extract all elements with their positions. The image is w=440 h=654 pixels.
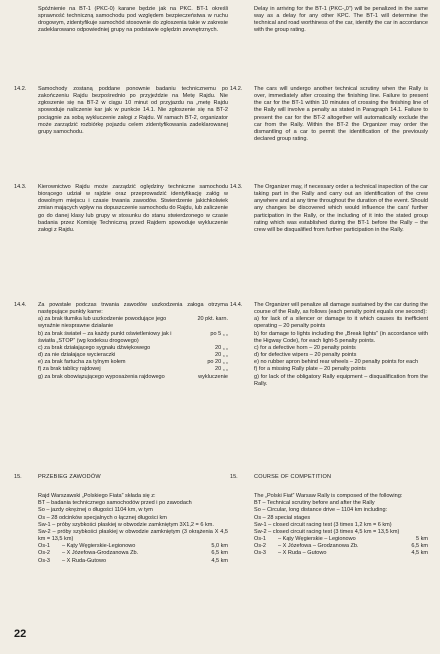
section-number: 14.4. (230, 302, 243, 308)
list-item: So – Circular, long distance drive – 1104 km including: (254, 507, 388, 514)
stage-row: Os-1 – Kąty Węgierskie – Legionowo 5 km (254, 536, 428, 543)
stage-list (254, 536, 428, 557)
section-number: 14.2. (14, 86, 27, 92)
section-heading: COURSE OF COMPETITION (254, 474, 332, 480)
list-item: Sw-1 – próby szybkości płaskiej w obwodzie zamkniętym 3X1,2 = 6 km. (38, 521, 214, 528)
stage-row: Os-1 – Kąty Węgierskie-Legionowo 5,0 km (38, 543, 228, 550)
section-heading: PRZEBIEG ZAWODÓW (38, 474, 101, 480)
list-item: Sw-1 – closed circuit racing test (3 times 1,2 km = 6 km) (254, 521, 392, 528)
section-text: Za powstałe podczas trwania zawodów uszkodzenia załoga otrzyma następujące punkty karne: (38, 302, 228, 316)
list-item: Sw-2 – próby szybkości płaskiej w obwodzie zamkniętym (3 okrążenia X 4,5 km = 13,5 km) (38, 528, 228, 543)
list-item: Sw-2 – closed circuit racing test (3 times 4,5 km = 13,5 km) (254, 528, 400, 535)
stage-row: Os-3 – X Ruda-Gutowo 4,5 km (38, 557, 228, 564)
section-number: 14.4. (14, 302, 27, 308)
section-text: The Organizer will penalize all damage sustained by the car during the course of the Rally, as follows (each penalty point equals one second): (254, 302, 428, 316)
polish-section-14-4 (0, 302, 230, 381)
english-section-14-4 (229, 302, 440, 388)
section-intro: The „Polski Fiat” Warsaw Rally is composed of the following: (254, 493, 403, 500)
list-item: d) za nie działające wycieraczki 20 „ „ (38, 352, 228, 359)
list-item: c) za brak działającego sygnału dźwiękowego 20 „ „ (38, 344, 228, 351)
english-intro-text: Delay in arriving for the BT-1 (PKC-„0”) will be penalized in the same way as a delay for any other KPC. The BT-1 will determine the technical and road worthiness of the car, identify the car in accordance with the group rating. (254, 6, 428, 34)
list-item: e) za brak fartucha za tylnym kołem po 20 „ „ (38, 359, 228, 366)
section-number: 14.3. (14, 184, 27, 190)
polish-intro-block (0, 6, 230, 35)
list-item: d) for defective wipers – 20 penalty points (254, 352, 357, 359)
list-item: e) no rubber apron behind rear wheels – 20 penalty points for each (254, 359, 419, 366)
english-intro-block (229, 6, 440, 35)
list-item: Os – 28 special stages (254, 514, 311, 521)
polish-intro-text: Spóźnienie na BT-1 (PKC-0) karane będzie jak na PKC. BT-1 określi sprawność techniczną samochodu pod względem bezpieczeństwa w ruchu drogowym, zidentyfikuje samochód stosownie do zgłoszenia takie w zakresie zadeklarowano odpowiedniej grupy na podstawie oględzin zewnętrznych. (38, 6, 228, 34)
list-item: f) za brak tablicy rajdowej 20 „ „ (38, 366, 228, 373)
list-item: b) for damage to lights including the „Break lights” (in accordance with the Higway Code), for each light-5 penalty points. (254, 330, 428, 344)
page-number: 22 (14, 628, 27, 640)
english-section-14-3 (229, 184, 440, 234)
section-text: Samochody zostaną poddane ponownie badaniu technicznemu po zakończeniu Rajdu bezpośrednio po przyjeździe na Metę Rajdu. Nie zgłoszenie się na BT-2 w ciągu 10 minut od przyjazdu na „metę Rajdu spowoduje naliczenie kar jak w punkcie 14.1. Nie zgłoszenie się na BT-2 pociągnie za sobą wykluczenie załogi z Rajdu. W ramach BT-2, organizator może zarządzić rozbiórkę pojazdu celem zidentyfikowania zadeklarowanej grupy samochodu. (38, 86, 228, 135)
section-text: The Organizer may, if necessary order a technical inspection of the car taking part in the Rally and carry out an identification of the crew anywhere and at any time throughout the duration of the event. Should any changes be discovered which would influence the cars' further participation in the Rally, or the including of it into the stated group rating which was established during the BT-1 before the Rally – the crew will be disqualified from further participation in the Rally. (254, 184, 428, 233)
polish-section-14-2 (0, 86, 230, 136)
polish-section-15 (0, 474, 230, 565)
list-item: g) za brak obowiązującego wyposażenia rajdowego wykluczenie (38, 373, 228, 380)
section-intro: Rajd Warszawski „Polskiego Fiata” składa się z: (38, 493, 156, 500)
list-item: g) for lack of the obligatory Rally equipment – disqualification from the Rally. (254, 373, 428, 387)
section-number: 15. (14, 474, 22, 480)
section-number: 15. (230, 474, 238, 480)
stage-list (38, 543, 228, 564)
section-number: 14.3. (230, 184, 243, 190)
list-item: So – jazdy okrężnej o długości 1104 km, w tym (38, 507, 153, 514)
list-item: c) for a defective horn – 20 penalty points (254, 344, 356, 351)
list-item: BT – Technical scrutiny before and after the Rally (254, 500, 375, 507)
list-item: a) for lack of a silencer or damage to it which causes its inefficient operating – 20 penalty points (254, 316, 428, 330)
stage-row: Os-3 – X Ruda – Gutowo 4,5 km (254, 550, 428, 557)
penalty-list (38, 316, 228, 380)
section-text: The cars will undergo another technical scrutiny when the Rally is over, immediately after crossing the finishing line. Failure to present the car for the BT-1 within 10 minutes of crossing the finishing line of the Rally will involve a penalty as stated in Paragraph 14.1. Failure to present the car for the BT-2 altogether will automatically exclude the car from the Rally. Within the BT-2 the Organizer may order the dismantling of a car to permit the identification of the previously declared group rating. (254, 86, 428, 143)
stage-row: Os-2 – X Józefowa – Grodzanowa Zb. 6,5 km (254, 543, 428, 550)
list-item: Os – 28 odcinków specjalnych o łącznej długości km (38, 514, 167, 521)
list-item: BT – badania technicznego samochodów przed i po zawodach (38, 500, 192, 507)
list-item: a) za brak tłumika lub uszkodzenie powodujące jego wyraźnie niesprawne działanie 20 pkt. karn. (38, 316, 228, 330)
english-section-14-2 (229, 86, 440, 143)
polish-section-14-3 (0, 184, 230, 234)
section-number: 14.2. (230, 86, 243, 92)
list-item: f) for a missing Rally plate – 20 penalty points (254, 366, 366, 373)
english-section-15 (229, 474, 440, 558)
stage-row: Os-2 – X Józefowa-Grodzanowa Zb. 6,5 km (38, 550, 228, 557)
list-item: b) za brak świateł – za każdy punkt oświetleniowy jak i światła „STOP” (wg kodeksu drogowego) po 5 „ „ (38, 330, 228, 344)
section-text: Kierownictwo Rajdu może zarządzić oględziny techniczne samochodu biorącego udział w rajdzie oraz przeprowadzić identyfikację załóg w dowolnym miejscu i czasie trwania zawodów. Stwierdzenie jakichkolwiek zmian mających wpływ na dopuszczenie samochodu do Rajdu, lub zaliczenie go do danej klasy lub grupy w stosunku do stanu stwierdzonego w czasie badania przez Komisję Techniczną przed Rajdem spowoduje wykluczenie załogi z Rajdu. (38, 184, 228, 233)
